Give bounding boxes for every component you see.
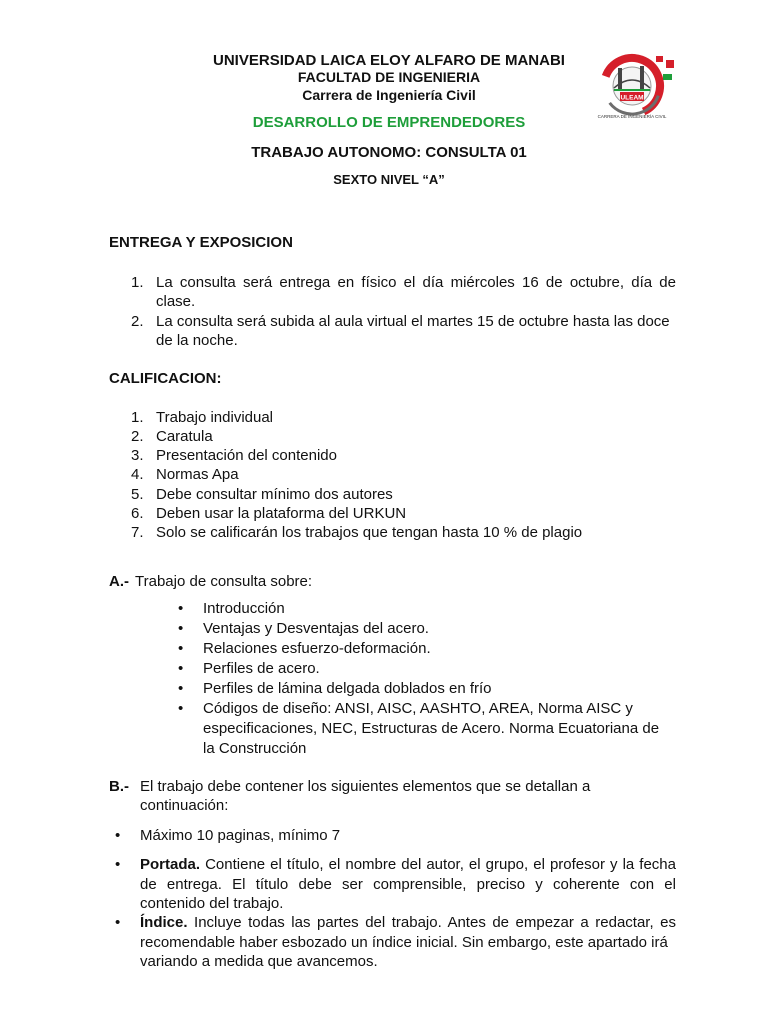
calificacion-item-number: 1. bbox=[131, 409, 144, 426]
calificacion-item: Trabajo individual bbox=[156, 409, 274, 426]
section-a-bullet-codes-line3: la Construcción bbox=[203, 740, 307, 757]
calificacion-item: Caratula bbox=[156, 428, 213, 445]
section-a-intro: Trabajo de consulta sobre: bbox=[135, 573, 313, 590]
entrega-item-1-line1: La consulta será entrega en físico el día miércoles 16 de octubre, día de bbox=[156, 274, 676, 291]
career-name: Carrera de Ingeniería Civil bbox=[302, 87, 476, 103]
section-a-bullet: Ventajas y Desventajas del acero. bbox=[203, 620, 429, 637]
section-b-indice-line3: variando a medida que avancemos. bbox=[140, 953, 378, 970]
section-b-indice-line2: recomendable haber esbozado un índice inicial. Sin embargo, este apartado irá bbox=[140, 934, 668, 951]
entrega-heading: ENTREGA Y EXPOSICION bbox=[109, 234, 293, 251]
section-a-bullet: Relaciones esfuerzo-deformación. bbox=[203, 640, 431, 657]
calificacion-item: Normas Apa bbox=[156, 466, 239, 483]
bullet-icon: • bbox=[115, 856, 121, 873]
entrega-item-2-number: 2. bbox=[131, 313, 144, 330]
section-b-portada-line2: de entrega. El título debe ser comprensible, preciso y coherente con el bbox=[140, 876, 676, 893]
section-a-bullet-codes-line1: Códigos de diseño: ANSI, AISC, AASHTO, AREA, Norma AISC y bbox=[203, 700, 633, 717]
portada-text: Contiene el título, el nombre del autor, el grupo, el profesor y la fecha bbox=[205, 856, 676, 873]
calificacion-item-number: 6. bbox=[131, 505, 144, 522]
section-b-label: B.- bbox=[109, 778, 129, 795]
bullet-icon: • bbox=[178, 680, 184, 697]
calificacion-item-number: 2. bbox=[131, 428, 144, 445]
svg-text:ULEAM: ULEAM bbox=[620, 94, 644, 102]
section-b-intro-line1: El trabajo debe contener los siguientes elementos que se detallan a bbox=[140, 778, 591, 795]
section-a-bullet: Perfiles de acero. bbox=[203, 660, 320, 677]
calificacion-heading: CALIFICACION: bbox=[109, 370, 222, 387]
section-b-portada-line3: contenido del trabajo. bbox=[140, 895, 284, 912]
calificacion-item: Presentación del contenido bbox=[156, 447, 337, 464]
faculty-name: FACULTAD DE INGENIERIA bbox=[297, 69, 481, 85]
section-a-bullet-codes-line2: especificaciones, NEC, Estructuras de Acero. Norma Ecuatoriana de bbox=[203, 720, 660, 737]
entrega-item-2-line2: de la noche. bbox=[156, 332, 238, 349]
bullet-icon: • bbox=[178, 640, 184, 657]
section-b-max-pages: Máximo 10 paginas, mínimo 7 bbox=[140, 827, 341, 844]
section-a-bullet: Introducción bbox=[203, 600, 285, 617]
subject-title: DESARROLLO DE EMPRENDEDORES bbox=[252, 114, 526, 131]
section-a-bullet: Perfiles de lámina delgada doblados en frío bbox=[203, 680, 492, 697]
uleam-logo bbox=[592, 50, 684, 120]
bullet-icon: • bbox=[115, 914, 121, 931]
assignment-title: TRABAJO AUTONOMO: CONSULTA 01 bbox=[251, 144, 527, 161]
bullet-icon: • bbox=[178, 700, 184, 717]
calificacion-item: Debe consultar mínimo dos autores bbox=[156, 486, 393, 503]
indice-title: Índice. bbox=[140, 914, 188, 931]
bullet-icon: • bbox=[178, 600, 184, 617]
section-b-indice-line1 bbox=[140, 913, 676, 932]
section-b-portada-line1 bbox=[140, 855, 676, 874]
section-a-label: A.- bbox=[109, 573, 129, 590]
portada-title: Portada. bbox=[140, 856, 201, 873]
calificacion-item-number: 7. bbox=[131, 524, 144, 541]
section-b-intro-line2: continuación: bbox=[140, 797, 229, 814]
entrega-item-1-line2: clase. bbox=[156, 293, 196, 310]
entrega-item-2-line1: La consulta será subida al aula virtual el martes 15 de octubre hasta las doce bbox=[156, 313, 670, 330]
bullet-icon: • bbox=[178, 660, 184, 677]
level-title: SEXTO NIVEL “A” bbox=[333, 172, 445, 187]
svg-text:CARRERA DE INGENIERÍA CIVIL: CARRERA DE INGENIERÍA CIVIL bbox=[597, 114, 667, 119]
bullet-icon: • bbox=[115, 827, 121, 844]
entrega-item-1-number: 1. bbox=[131, 274, 144, 291]
indice-text: Incluye todas las partes del trabajo. Antes de empezar a redactar, es bbox=[194, 914, 677, 931]
university-name: UNIVERSIDAD LAICA ELOY ALFARO DE MANABI bbox=[213, 52, 565, 69]
calificacion-item: Solo se calificarán los trabajos que tengan hasta 10 % de plagio bbox=[156, 524, 583, 541]
bullet-icon: • bbox=[178, 620, 184, 637]
calificacion-item: Deben usar la plataforma del URKUN bbox=[156, 505, 407, 522]
calificacion-item-number: 3. bbox=[131, 447, 144, 464]
calificacion-item-number: 4. bbox=[131, 466, 144, 483]
calificacion-item-number: 5. bbox=[131, 486, 144, 503]
